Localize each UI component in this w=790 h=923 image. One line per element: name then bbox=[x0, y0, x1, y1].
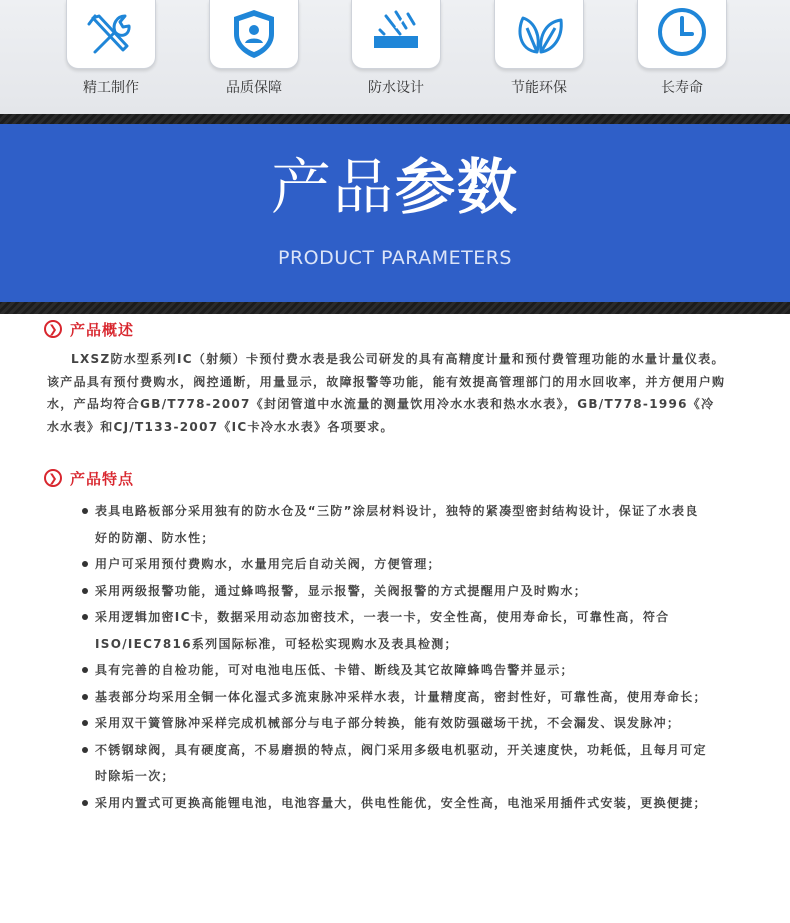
content-area bbox=[0, 314, 790, 923]
feature-label: 防水设计 bbox=[368, 80, 424, 96]
list-item: 表具电路板部分采用独有的防水仓及“三防”涂层材料设计，独特的紧凑型密封结构设计，保证了水表良好的防潮、防水性； bbox=[80, 498, 710, 551]
shield-person-icon bbox=[224, 4, 284, 64]
banner-title bbox=[0, 153, 790, 223]
list-item: 基表部分均采用全铜一体化湿式多流束脉冲采样水表，计量精度高，密封性好，可靠性高，使用寿命长； bbox=[80, 684, 710, 711]
feature-icon-strip bbox=[0, 0, 790, 114]
tools-icon bbox=[81, 4, 141, 64]
overview-text: LXSZ防水型系列IC（射频）卡预付费水表是我公司研发的具有高精度计量和预付费管理功能的水量计量仪表。该产品具有预付费购水，阀控通断，用量显示，故障报警等功能，能有效提高管理部门的用水回收率，并方便用户购水，产品均符合GB/T778-2007《封闭管道中水流量的测量饮用冷水水表和热水水表》，GB/T778-1996《冷水水表》和CJ/T133-2007《IC卡冷水水表》各项要求。 bbox=[47, 352, 726, 434]
list-item: 采用双干簧管脉冲采样完成机械部分与电子部分转换，能有效防强磁场干扰，不会漏发、误发脉冲； bbox=[80, 710, 710, 737]
feature-label: 品质保障 bbox=[226, 80, 282, 96]
banner-title-light: 产品 bbox=[271, 153, 395, 223]
feature-label: 节能环保 bbox=[511, 80, 567, 96]
section-title: 产品概述 bbox=[70, 320, 135, 339]
waterproof-icon bbox=[366, 4, 426, 64]
list-item: 采用两级报警功能，通过蜂鸣报警，显示报警，关阀报警的方式提醒用户及时购水； bbox=[80, 578, 710, 605]
feature-item-eco bbox=[494, 0, 584, 97]
feature-item-waterproof bbox=[351, 0, 441, 97]
feature-item-craft bbox=[66, 0, 156, 97]
clock-icon bbox=[652, 4, 712, 64]
list-item: 采用内置式可更换高能锂电池，电池容量大，供电性能优，安全性高，电池采用插件式安装，更换便捷； bbox=[80, 790, 710, 817]
banner-title-bold: 参数 bbox=[395, 153, 519, 223]
list-item: 具有完善的自检功能，可对电池电压低、卡错、断线及其它故障蜂鸣告警并显示； bbox=[80, 657, 710, 684]
overview-heading bbox=[44, 318, 134, 340]
feature-label: 精工制作 bbox=[83, 80, 139, 96]
list-item: 用户可采用预付费购水，水量用完后自动关阀，方便管理； bbox=[80, 551, 710, 578]
list-item: 采用逻辑加密IC卡，数据采用动态加密技术，一表一卡，安全性高，使用寿命长，可靠性高，符合ISO/IEC7816系列国际标准，可轻松实现购水及表具检测； bbox=[80, 604, 710, 657]
features-heading bbox=[44, 467, 134, 489]
list-item: 不锈钢球阀，具有硬度高，不易磨损的特点，阀门采用多级电机驱动，开关速度快，功耗低，且每月可定时除垢一次； bbox=[80, 737, 710, 790]
feature-item-lifespan bbox=[637, 0, 727, 97]
feature-label: 长寿命 bbox=[661, 80, 703, 96]
arrow-circle-icon: ❯ bbox=[44, 469, 62, 487]
feature-item-quality bbox=[209, 0, 299, 97]
banner-subtitle: PRODUCT PARAMETERS bbox=[277, 247, 512, 269]
parameters-banner bbox=[0, 124, 790, 302]
leaves-icon bbox=[509, 4, 569, 64]
section-title: 产品特点 bbox=[70, 469, 135, 488]
arrow-circle-icon: ❯ bbox=[44, 320, 62, 338]
features-list bbox=[80, 498, 710, 816]
